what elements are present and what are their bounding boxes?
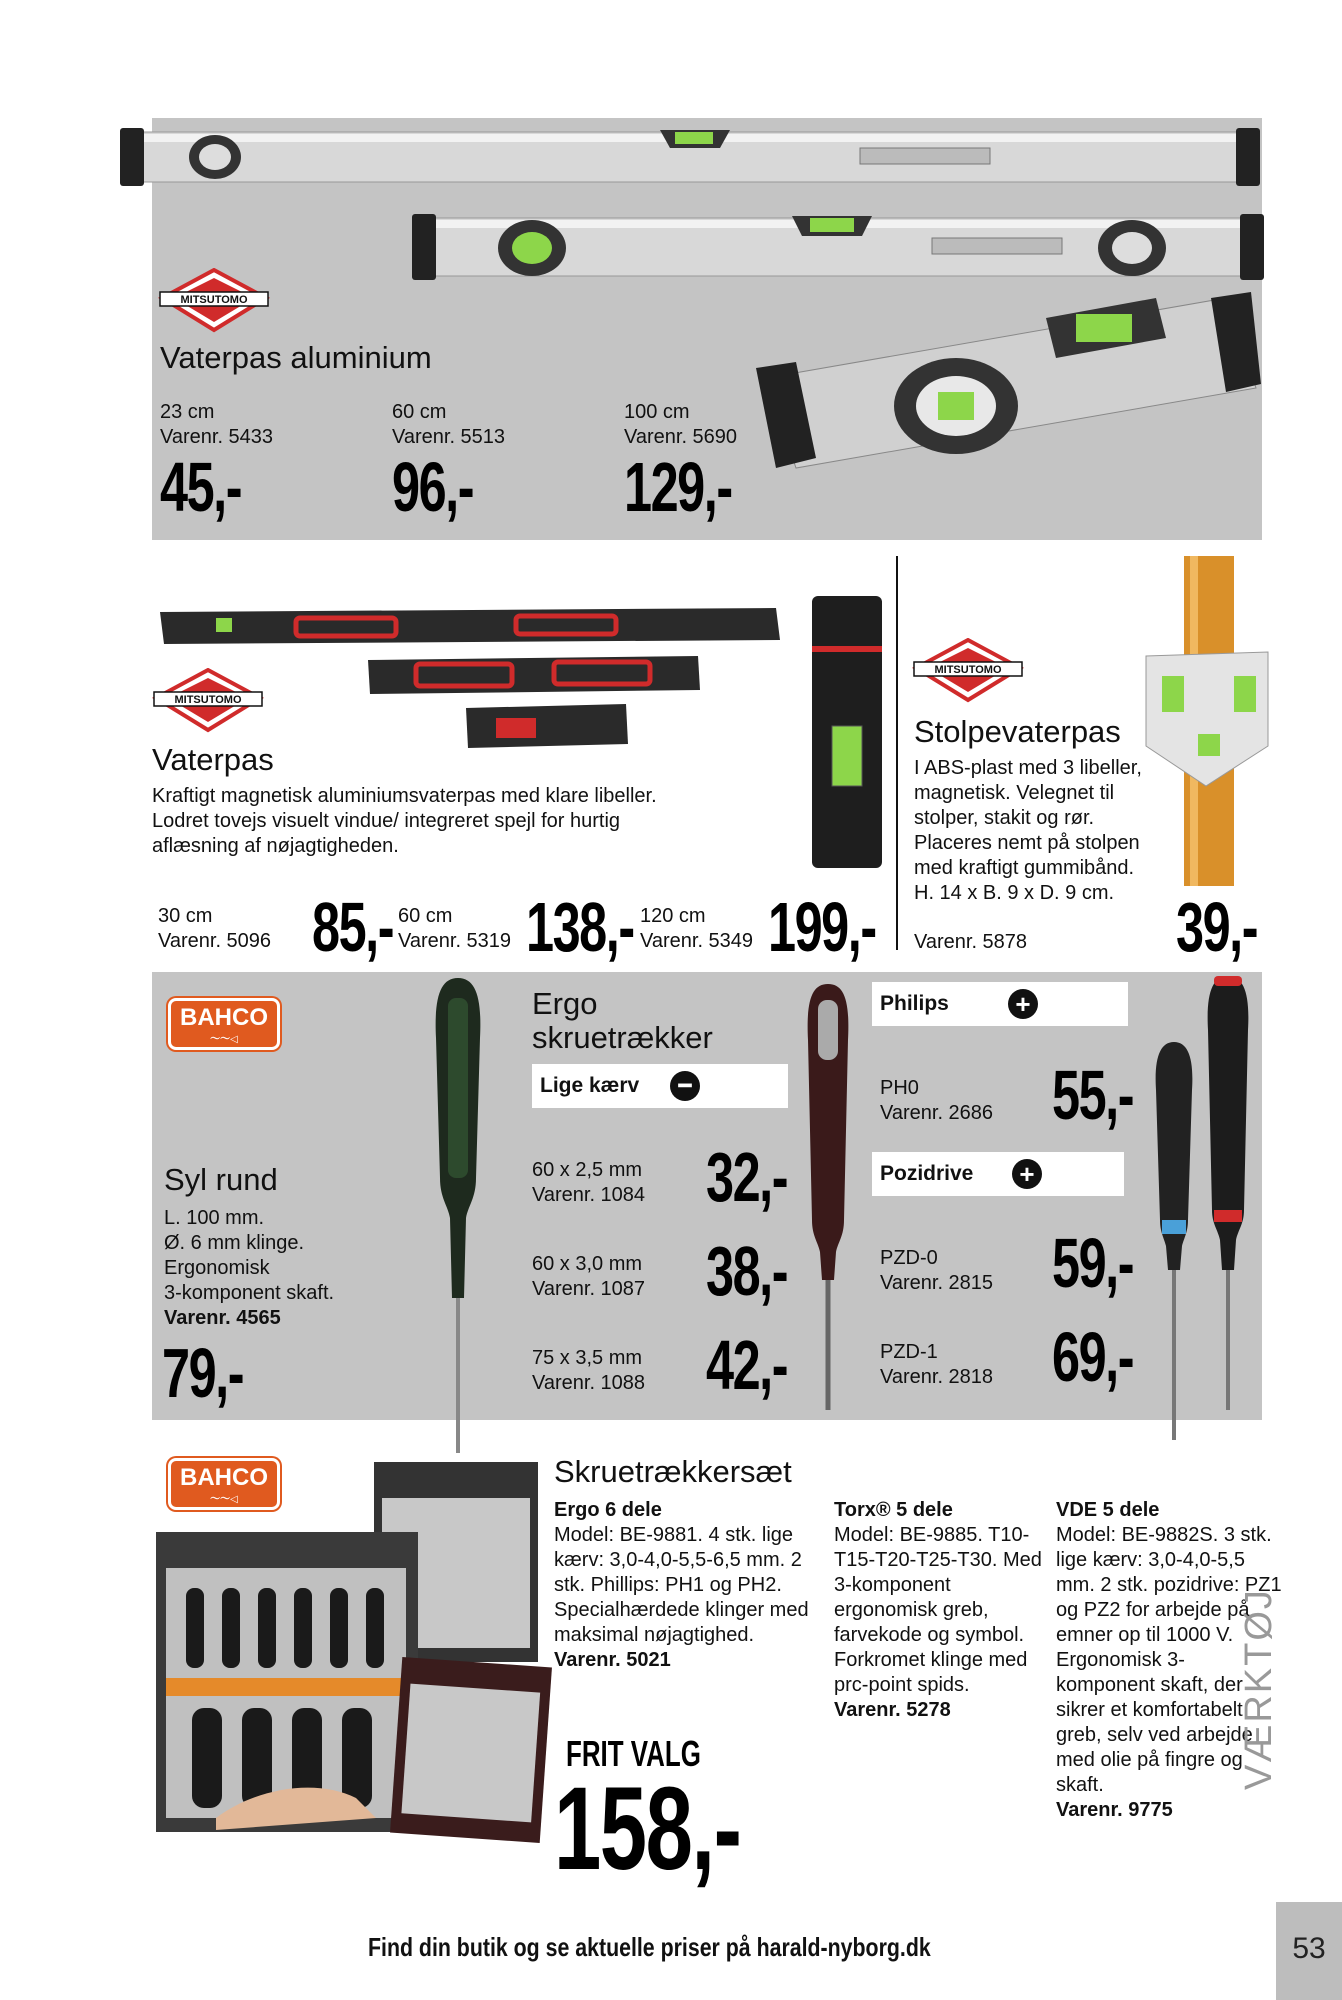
syl-line-1: Ø. 6 mm klinge. [164, 1232, 305, 1254]
item-size: 60 cm [392, 401, 447, 423]
set-varenr: Varenr. 5021 [554, 1649, 671, 1671]
mitsutomo-logo [158, 268, 270, 338]
item-varenr: Varenr. 5349 [640, 930, 754, 952]
syl-title: Syl rund [164, 1162, 278, 1197]
section1-item-0 [160, 400, 360, 526]
section2-item-0 [158, 904, 271, 954]
page-number-box [1276, 1902, 1342, 2000]
lige-item-0-price: 32,- [706, 1138, 788, 1216]
level-profile-image [812, 596, 882, 868]
section1-title: Vaterpas aluminium [160, 340, 432, 375]
section3-price: 39,- [1176, 888, 1258, 966]
awl-image [418, 978, 498, 1458]
section2-title: Vaterpas [152, 742, 274, 777]
pozi-item-1-price: 69,- [1052, 1318, 1134, 1396]
set-body: Model: BE-9881. 4 stk. lige kærv: 3,0-4,0-5,5-6,5 mm. 2 stk. Phillips: PH1 og PH2. Specialhærdede klinger med maksimal nøjagtighed. [554, 1524, 809, 1646]
philips-item [880, 1076, 993, 1126]
set-col-torx [834, 1498, 1046, 1723]
item-size: 60 x 3,0 mm [532, 1253, 643, 1275]
aluminium-level-short-image [756, 288, 1266, 478]
mitsutomo-logo-text: MITSUTOMO [180, 294, 248, 306]
pozi-item-0-price: 59,- [1052, 1224, 1134, 1302]
section2-item-2 [640, 904, 753, 954]
cross-icon: + [1008, 989, 1038, 1019]
section2-item-1-price: 138,- [526, 888, 634, 966]
item-size: PZD-0 [880, 1247, 938, 1269]
set-body: Model: BE-9885. T10-T15-T20-T25-T30. Med 3-komponent ergonomisk greb, farvekode og symbol. Forkromet klinge med prc-point spids. [834, 1524, 1042, 1696]
screwdriver-sets-image [156, 1458, 552, 1858]
item-size: PH0 [880, 1077, 919, 1099]
mitsutomo-logo [912, 638, 1024, 708]
item-varenr: Varenr. 1084 [532, 1184, 646, 1206]
philips-item-price: 55,- [1052, 1056, 1134, 1134]
mitsutomo-logo [152, 668, 264, 738]
set-body: Model: BE-9882S. 3 stk. lige kærv: 3,0-4,0-5,5 mm. 2 stk. pozidrive: PZ1 og PZ2 for arbejde på emner op til 1000 V. Ergonomisk 3-komponent skaft, der sikrer et komfortabelt greb, selv ved arbejde med olie på fingre og skaft. [1056, 1524, 1282, 1796]
fish-icon: 〜〜◁ [210, 1494, 238, 1505]
lige-item-2 [532, 1346, 645, 1396]
footer-text: Find din butik og se aktuelle priser på harald-nyborg.dk [368, 1932, 931, 1962]
page-number: 53 [1292, 1932, 1326, 1965]
pozidrive-header [872, 1152, 1124, 1196]
set-heading: Torx® 5 dele [834, 1499, 953, 1521]
section2-desc: Kraftigt magnetisk aluminiumsvaterpas med klare libeller. Lodret tovejs visuelt vindue/ integreret spejl for hurtig aflæsning af nøjagtigheden. [152, 785, 657, 857]
bahco-logo-text: BAHCO [180, 1004, 268, 1031]
syl-line-2: Ergonomisk [164, 1257, 270, 1279]
item-varenr: Varenr. 2686 [880, 1102, 994, 1124]
item-size: 60 cm [398, 905, 453, 927]
pozi-item-0 [880, 1246, 993, 1296]
item-size: 75 x 3,5 mm [532, 1347, 643, 1369]
set-heading: VDE 5 dele [1056, 1499, 1160, 1521]
post-level-image [1142, 556, 1272, 886]
item-size: 23 cm [160, 401, 215, 423]
item-size: 60 x 2,5 mm [532, 1159, 643, 1181]
bahco-logo [168, 998, 280, 1050]
mitsutomo-logo-text: MITSUTOMO [174, 694, 242, 706]
screwdriver-pair-image [1140, 970, 1270, 1440]
section3-title: Stolpevaterpas [914, 714, 1121, 749]
item-varenr: Varenr. 5096 [158, 930, 272, 952]
section2-item-1 [398, 904, 511, 954]
lige-item-2-price: 42,- [706, 1326, 788, 1404]
item-size: 100 cm [624, 401, 690, 423]
philips-label: Philips [880, 992, 949, 1015]
item-varenr: Varenr. 1088 [532, 1372, 646, 1394]
frit-valg-label: FRIT VALG [566, 1733, 701, 1774]
pozidrive-icon: + [1012, 1159, 1042, 1189]
item-varenr: Varenr. 2815 [880, 1272, 994, 1294]
item-varenr: Varenr. 5319 [398, 930, 512, 952]
vertical-divider [896, 556, 898, 950]
section2-item-0-price: 85,- [312, 888, 394, 966]
syl-line-3: 3-komponent skaft. [164, 1282, 335, 1304]
slotted-icon: ━ [670, 1071, 700, 1101]
lige-kaerv-header [532, 1064, 788, 1108]
item-size: PZD-1 [880, 1341, 938, 1363]
lige-item-1 [532, 1252, 645, 1302]
item-varenr: Varenr. 5513 [392, 426, 506, 448]
item-size: 30 cm [158, 905, 213, 927]
item-price: 129,- [624, 448, 732, 526]
item-varenr: Varenr. 5690 [624, 426, 738, 448]
side-category-label: VÆRKTØJ [1238, 1588, 1280, 1790]
fish-icon: 〜〜◁ [210, 1034, 238, 1045]
screwdriver-slotted-image [800, 980, 856, 1420]
set-varenr: Varenr. 5278 [834, 1699, 951, 1721]
set-col-ergo [554, 1498, 814, 1673]
set-varenr: Varenr. 9775 [1056, 1799, 1173, 1821]
ergo-title-2: skruetrækker [532, 1020, 713, 1055]
item-varenr: Varenr. 2818 [880, 1366, 994, 1388]
item-price: 96,- [392, 448, 474, 526]
item-price: 45,- [160, 448, 242, 526]
section1-item-1 [392, 400, 592, 526]
syl-price: 79,- [162, 1334, 244, 1412]
section5-price: 158,- [554, 1763, 741, 1895]
aluminium-level-medium-image [412, 208, 1264, 288]
bahco-logo-text: BAHCO [180, 1464, 268, 1491]
aluminium-level-long-image [120, 122, 1260, 192]
pozidrive-label: Pozidrive [880, 1162, 974, 1185]
philips-header [872, 982, 1128, 1026]
set-heading: Ergo 6 dele [554, 1499, 662, 1521]
section3-varenr: Varenr. 5878 [914, 931, 1028, 953]
item-varenr: Varenr. 5433 [160, 426, 274, 448]
item-size: 120 cm [640, 905, 706, 927]
section1-item-2 [624, 400, 824, 526]
lige-item-0 [532, 1158, 645, 1208]
section2-item-2-price: 199,- [768, 888, 876, 966]
lige-item-1-price: 38,- [706, 1232, 788, 1310]
item-varenr: Varenr. 1087 [532, 1278, 646, 1300]
ergo-title-1: Ergo [532, 986, 598, 1021]
section5-title: Skruetrækkersæt [554, 1454, 792, 1489]
pozi-item-1 [880, 1340, 993, 1390]
syl-line-0: L. 100 mm. [164, 1207, 265, 1229]
syl-varenr: Varenr. 4565 [164, 1307, 281, 1329]
section3-desc: I ABS-plast med 3 libeller, magnetisk. Velegnet til stolper, stakit og rør. Placeres nemt på stolpen med kraftigt gummibånd. H. 14 x B. 9 x D. 9 cm. [914, 757, 1142, 904]
mitsutomo-logo-text: MITSUTOMO [934, 664, 1002, 676]
lige-kaerv-label: Lige kærv [540, 1074, 640, 1097]
